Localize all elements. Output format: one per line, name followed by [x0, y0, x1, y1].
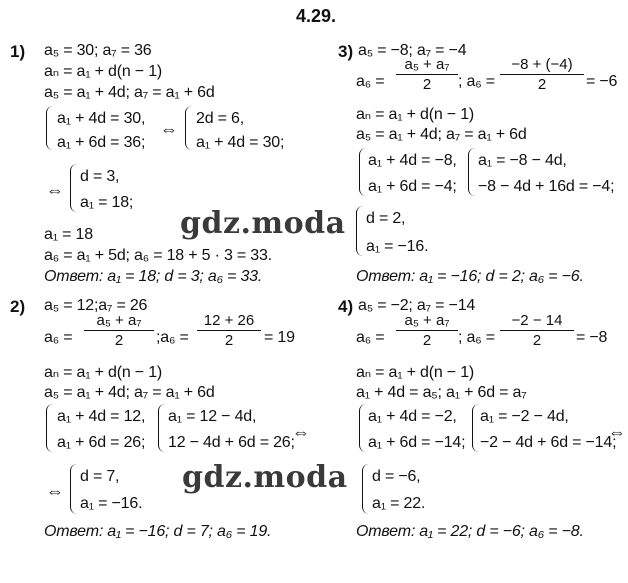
a6-label: a₆ = [44, 329, 73, 346]
system-line: 2d = 6, [196, 110, 244, 127]
fraction-bar [396, 74, 458, 75]
result: = −8 [576, 329, 608, 346]
general-formula: aₙ = a₁ + d(n − 1) [356, 364, 475, 381]
system-line: a₁ + 4d = −8, [368, 152, 457, 169]
system-brace [46, 404, 55, 452]
system-brace [46, 106, 55, 150]
system-line: a₁ + 6d = 26; [57, 434, 146, 451]
term-expressions: a₅ = a₁ + 4d; a₇ = a₁ + 6d [44, 384, 215, 401]
fraction-numerator: a₅ + a₇ [96, 312, 142, 329]
term-expressions: a₅ = a₁ + 4d; a₇ = a₁ + 6d [44, 84, 215, 101]
system-brace [158, 404, 167, 452]
system-line: a₁ + 4d = 12, [57, 408, 146, 425]
equivalence-arrow: ⇔ [46, 180, 64, 200]
system-line: a₁ + 4d = 30; [196, 134, 285, 151]
a6-label: ;a₆ = [156, 329, 189, 346]
system-brace [356, 206, 365, 256]
fraction-bar [84, 330, 154, 331]
a1-value: a₁ = 18 [44, 226, 93, 243]
fraction-numerator: −2 − 14 [511, 312, 563, 329]
system-line: a₁ = −8 − 4d, [478, 152, 567, 169]
system-line: a₁ + 6d = −14; [368, 434, 466, 451]
system-line: −2 − 4d + 6d = −14; [480, 434, 617, 451]
a6-label: ; a₆ = [458, 329, 495, 346]
system-line: d = −6, [372, 468, 421, 485]
system-line: d = 3, [80, 168, 120, 185]
system-line: a₁ + 4d = 30, [57, 110, 146, 127]
system-line: −8 − 4d + 16d = −4; [478, 178, 615, 195]
given-line: a₅ = −2; a₇ = −14 [358, 297, 476, 314]
system-brace [468, 148, 477, 196]
given-line: a₅ = 12;a₇ = 26 [44, 297, 148, 314]
fraction-bar [500, 330, 574, 331]
system-brace [362, 464, 371, 514]
fraction [84, 312, 154, 349]
system-line: a₁ = −16. [366, 238, 429, 255]
general-formula: aₙ = a₁ + d(n − 1) [44, 364, 163, 381]
fraction-bar [500, 74, 584, 75]
answer-line: Ответ: a₁ = −16; d = 7; a₆ = 19. [44, 523, 272, 540]
system-brace [70, 164, 79, 212]
problem-number: 2) [10, 297, 26, 316]
system-line: d = 2, [366, 210, 406, 227]
page-title: 4.29. [296, 6, 337, 26]
system-line: a₁ = 18; [80, 194, 134, 211]
equivalence-arrow: ⇔ [46, 481, 64, 501]
fraction [396, 56, 458, 93]
problem-number: 3) [338, 42, 354, 61]
equivalence-arrow: ⇔ [160, 119, 178, 139]
system-line: a₁ + 4d = −2, [368, 408, 457, 425]
term-expressions: a₅ = a₁ + 4d; a₇ = a₁ + 6d [356, 126, 527, 143]
fraction-numerator: a₅ + a₇ [404, 312, 450, 329]
given-line: a₅ = 30; a₇ = 36 [44, 42, 152, 59]
answer-line: Ответ: a₁ = 18; d = 3; a₆ = 33. [44, 268, 263, 285]
equivalence-arrow: ⇔ [292, 422, 310, 442]
problem-number: 1) [10, 42, 26, 61]
system-brace [185, 106, 194, 150]
fraction [396, 312, 458, 349]
result: = −6 [586, 73, 618, 90]
fraction-bar [197, 330, 261, 331]
fraction-denominator: 2 [224, 332, 234, 349]
system-line: a₁ + 6d = −4; [368, 178, 457, 195]
term-expressions: a₁ + 4d = a₅; a₁ + 6d = a₇ [356, 384, 527, 401]
general-formula: aₙ = a₁ + d(n − 1) [356, 106, 475, 123]
fraction-denominator: 2 [422, 76, 432, 93]
a6-label: a₆ = [356, 329, 385, 346]
answer-line: Ответ: a₁ = 22; d = −6; a₆ = −8. [356, 523, 584, 540]
fraction-denominator: 2 [114, 332, 124, 349]
equivalence-arrow: ⇔ [608, 422, 626, 442]
system-line: a₁ = 22. [372, 495, 426, 512]
answer-line: Ответ: a₁ = −16; d = 2; a₆ = −6. [356, 268, 584, 285]
fraction-denominator: 2 [422, 332, 432, 349]
system-brace [359, 404, 368, 452]
system-line: a₁ = −16. [80, 495, 143, 512]
problem-number: 4) [338, 297, 354, 316]
a6-label: a₆ = [356, 73, 385, 90]
fraction-bar [396, 330, 458, 331]
fraction [500, 312, 574, 349]
fraction-denominator: 2 [532, 332, 542, 349]
watermark-text: gdz.moda [180, 206, 346, 241]
system-brace [70, 464, 79, 514]
result: = 19 [264, 329, 295, 346]
given-line: a₅ = −8; a₇ = −4 [358, 42, 467, 59]
system-line: d = 7, [80, 468, 120, 485]
fraction-denominator: 2 [537, 76, 547, 93]
system-line: a₁ = 12 − 4d, [168, 408, 257, 425]
system-line: 12 − 4d + 6d = 26; [168, 434, 295, 451]
fraction [500, 56, 584, 93]
fraction-numerator: 12 + 26 [203, 312, 255, 329]
general-formula: aₙ = a₁ + d(n − 1) [44, 63, 163, 80]
fraction-numerator: −8 + (−4) [511, 56, 573, 73]
a6-label: ; a₆ = [458, 73, 495, 90]
fraction [197, 312, 261, 349]
system-line: a₁ = −2 − 4d, [480, 408, 569, 425]
fraction-numerator: a₅ + a₇ [404, 56, 450, 73]
a6-computation: a₆ = a₁ + 5d; a₆ = 18 + 5 · 3 = 33. [44, 247, 272, 264]
system-brace [359, 148, 368, 196]
watermark-text: gdz.moda [182, 460, 348, 495]
system-line: a₁ + 6d = 36; [57, 134, 146, 151]
